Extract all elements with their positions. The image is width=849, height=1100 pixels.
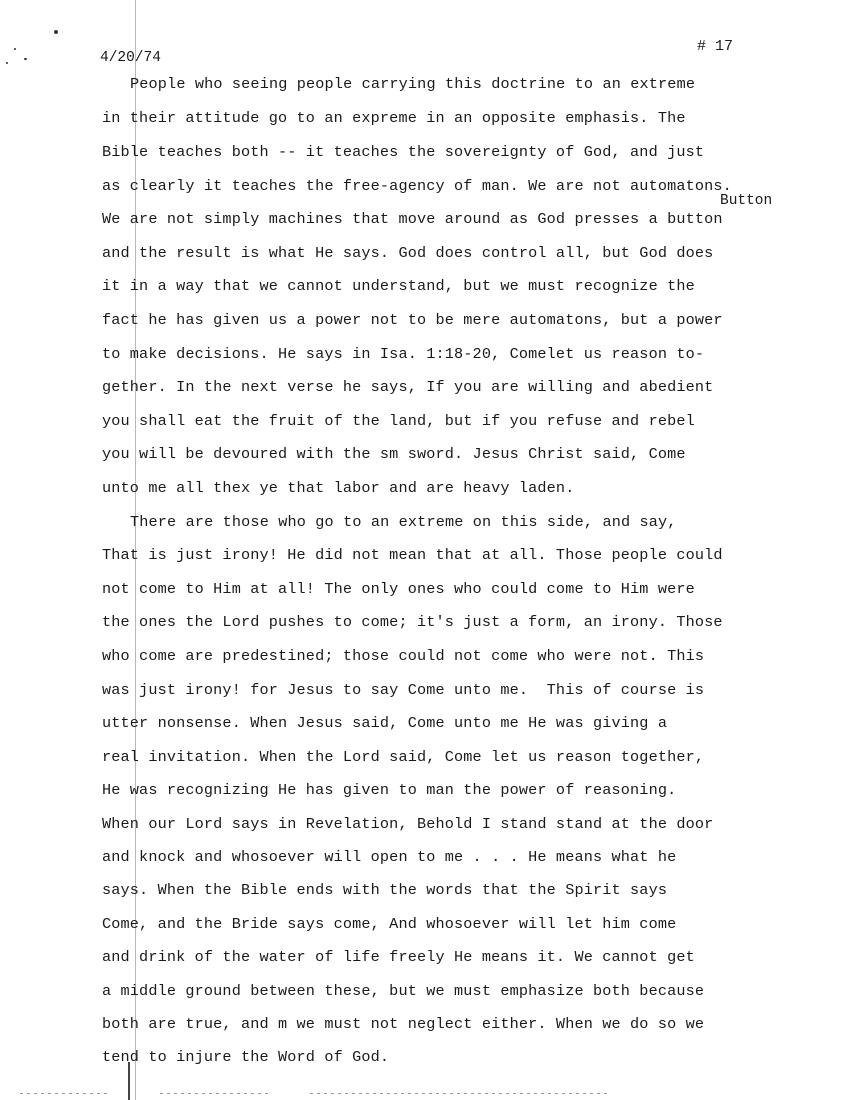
- text-line: and drink of the water of life freely He means it. We cannot get: [102, 948, 695, 966]
- text-line: and knock and whosoever will open to me . . . He means what he: [102, 848, 677, 866]
- scan-edge-rule: [310, 1093, 610, 1094]
- text-line: to make decisions. He says in Isa. 1:18-20, Comelet us reason to-: [102, 345, 705, 363]
- text-line: gether. In the next verse he says, If you are willing and abedient: [102, 378, 714, 396]
- text-line: both are true, and m we must not neglect either. When we do so we: [102, 1015, 705, 1033]
- text-line: was just irony! for Jesus to say Come unto me. This of course is: [102, 681, 705, 699]
- text-line: as clearly it teaches the free-agency of man. We are not automatons.: [102, 177, 732, 195]
- text-line: who come are predestined; those could not come who were not. This: [102, 647, 705, 665]
- text-line: not come to Him at all! The only ones who could come to Him were: [102, 580, 695, 598]
- text-line: the ones the Lord pushes to come; it's just a form, an irony. Those: [102, 613, 723, 631]
- text-line: That is just irony! He did not mean that at all. Those people could: [102, 546, 723, 564]
- text-line: We are not simply machines that move around as God presses a button: [102, 210, 723, 228]
- scan-edge-rule: [160, 1093, 270, 1094]
- text-line: real invitation. When the Lord said, Come let us reason together,: [102, 748, 705, 766]
- text-line: and the result is what He says. God does control all, but God does: [102, 244, 714, 262]
- text-line: you shall eat the fruit of the land, but if you refuse and rebel: [102, 412, 695, 430]
- page-number: # 17: [697, 38, 734, 55]
- page-date: 4/20/74: [100, 50, 161, 66]
- text-line: People who seeing people carrying this doctrine to an extreme: [130, 75, 696, 93]
- text-line: Bible teaches both -- it teaches the sovereignty of God, and just: [102, 143, 705, 161]
- text-line: utter nonsense. When Jesus said, Come unto me He was giving a: [102, 714, 668, 732]
- text-line: you will be devoured with the sm sword. Jesus Christ said, Come: [102, 445, 686, 463]
- text-line: There are those who go to an extreme on this side, and say,: [130, 513, 677, 531]
- ink-speck: [14, 48, 16, 50]
- text-line: a middle ground between these, but we must emphasize both because: [102, 982, 705, 1000]
- ink-speck: [54, 30, 58, 34]
- text-line: it in a way that we cannot understand, but we must recognize the: [102, 277, 695, 295]
- text-line: fact he has given us a power not to be mere automatons, but a power: [102, 311, 723, 329]
- text-line: When our Lord says in Revelation, Behold I stand stand at the door: [102, 815, 714, 833]
- text-line: says. When the Bible ends with the words that the Spirit says: [102, 881, 668, 899]
- text-line: Come, and the Bride says come, And whosoever will let him come: [102, 915, 677, 933]
- ink-speck: [6, 62, 8, 64]
- scan-edge-rule: [20, 1093, 110, 1094]
- ink-speck: [24, 58, 27, 60]
- text-line: in their attitude go to an expreme in an opposite emphasis. The: [102, 109, 686, 127]
- margin-ink-mark: [128, 1062, 130, 1100]
- text-line: He was recognizing He has given to man the power of reasoning.: [102, 781, 677, 799]
- handwritten-annotation: Button: [720, 193, 773, 209]
- text-line: tend to injure the Word of God.: [102, 1048, 390, 1066]
- text-line: unto me all thex ye that labor and are heavy laden.: [102, 479, 575, 497]
